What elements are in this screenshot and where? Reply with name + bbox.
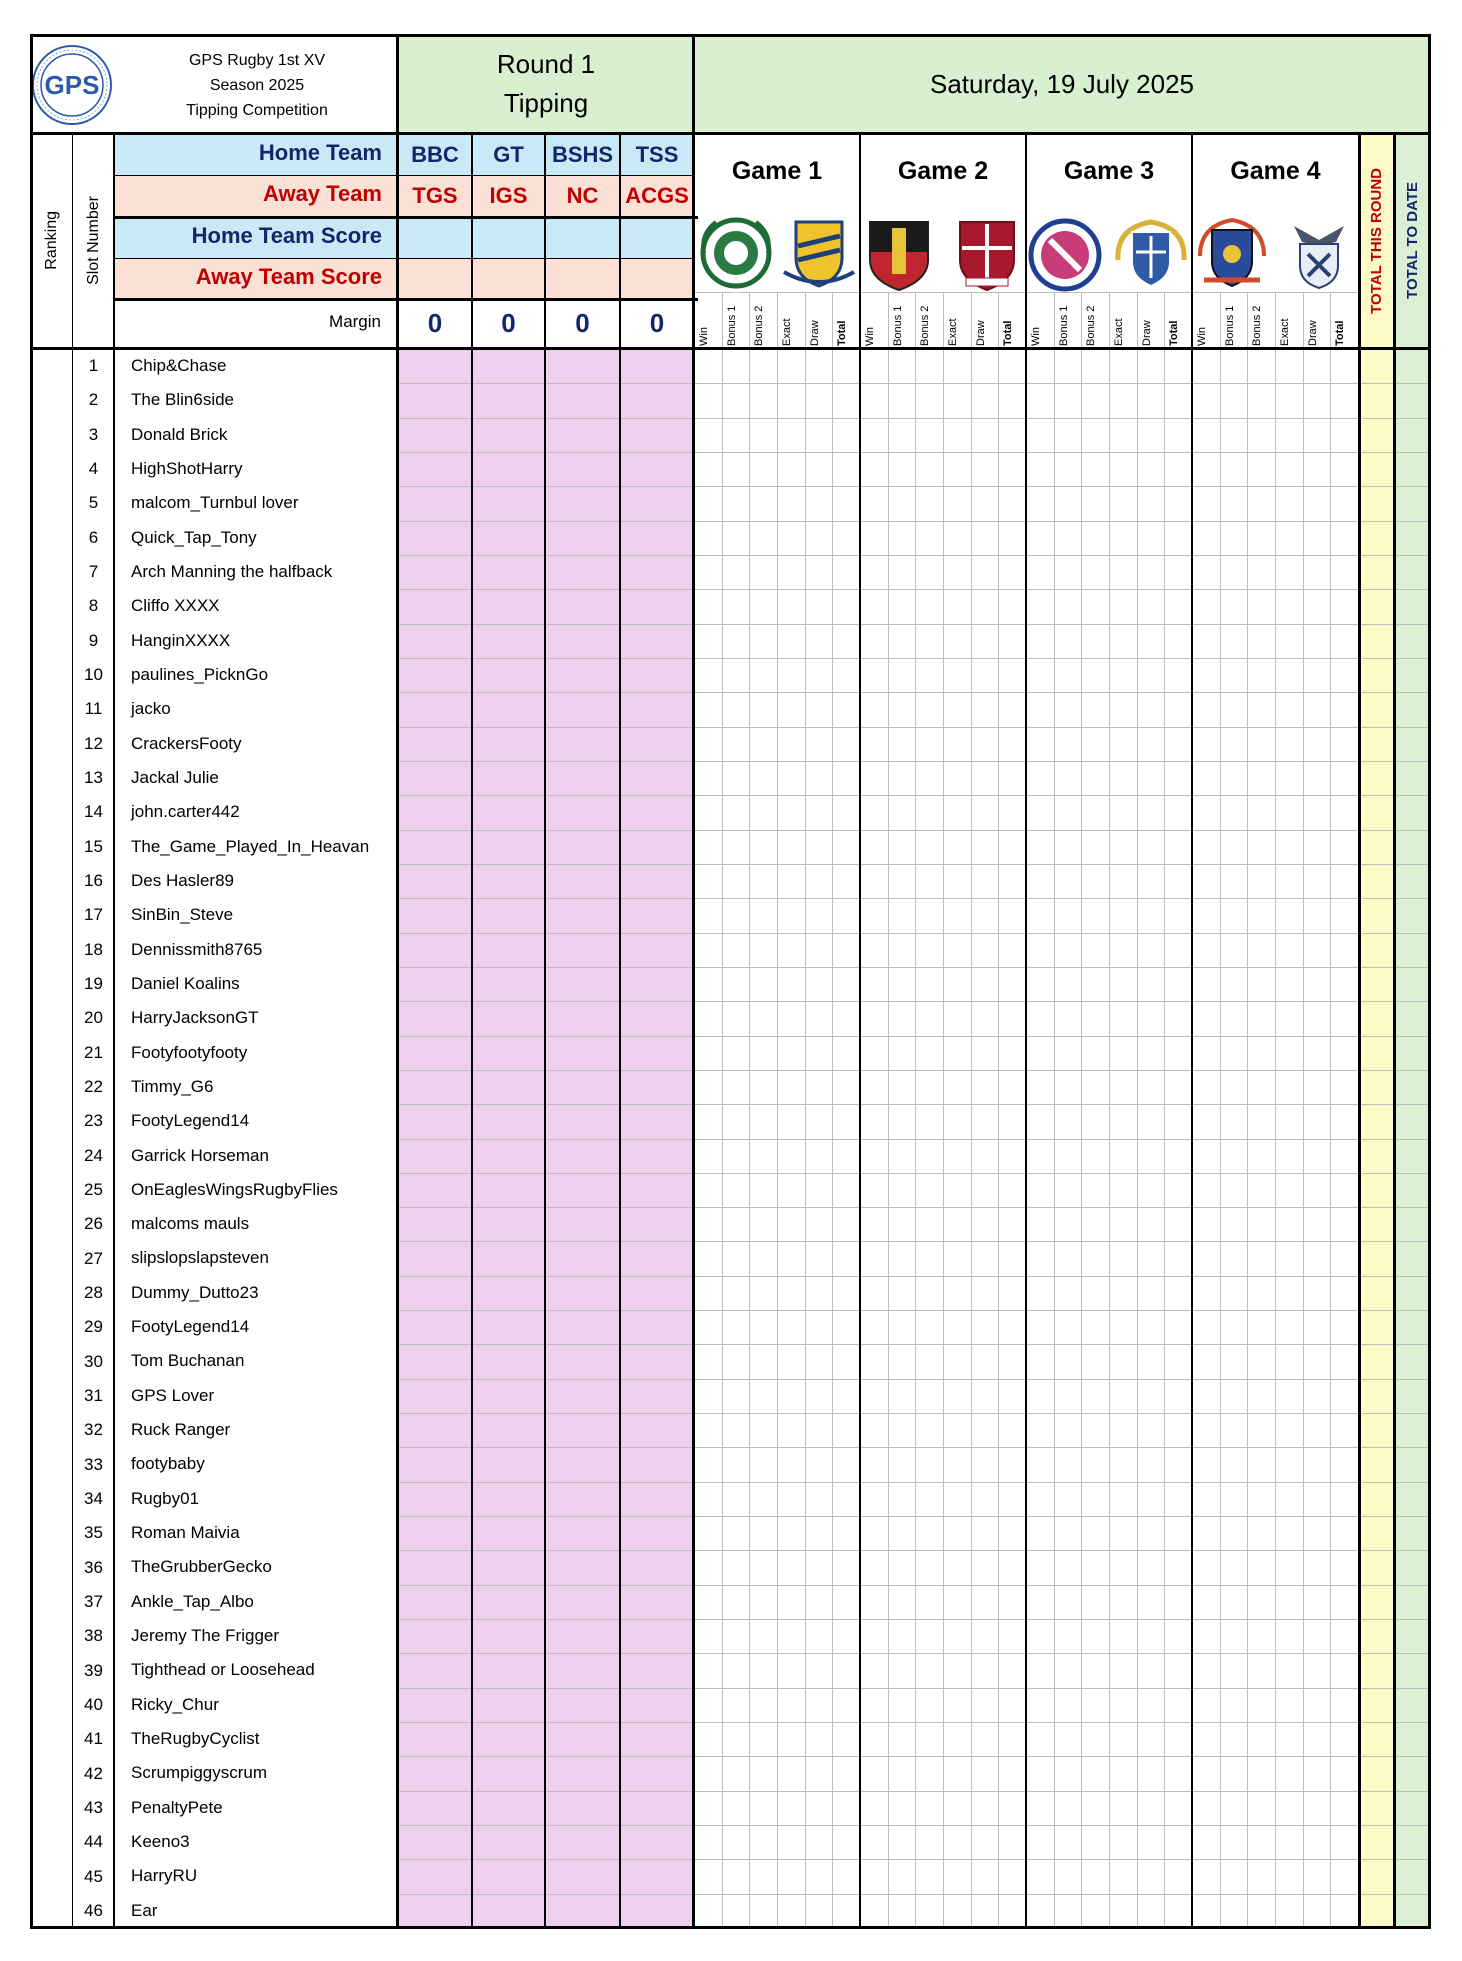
slot-number: 2	[88, 390, 99, 410]
grid-line	[943, 292, 944, 1928]
grid-line	[971, 292, 972, 1928]
away-score-input[interactable]	[545, 258, 620, 298]
grid-line	[398, 692, 694, 693]
grid-line	[398, 1139, 694, 1140]
slot-number: 6	[88, 527, 99, 547]
player-name: Tighthead or Loosehead	[131, 1660, 315, 1680]
game-title: Game 1	[731, 156, 823, 185]
slot-number: 23	[84, 1111, 103, 1131]
grid-line	[398, 1688, 694, 1689]
score-column-label: Win	[1030, 327, 1042, 346]
grid-line	[114, 216, 698, 219]
grid-line	[398, 727, 694, 728]
grid-line	[398, 1585, 694, 1586]
home-team-code: BSHS	[545, 134, 620, 175]
player-name: Dummy_Dutto23	[131, 1282, 259, 1302]
slot-number: 38	[84, 1626, 103, 1646]
player-name: Quick_Tap_Tony	[131, 527, 257, 547]
logo-text: GPS	[44, 69, 100, 100]
slot-number-header: Slot Number	[84, 196, 102, 285]
match-column-4	[620, 134, 694, 349]
grid-line	[398, 175, 694, 176]
grid-line	[398, 1001, 694, 1002]
player-name: Daniel Koalins	[131, 973, 240, 993]
game-title: Game 3	[1063, 156, 1155, 185]
grid-line	[398, 1413, 694, 1414]
player-name: FootyLegend14	[131, 1111, 250, 1131]
grid-line	[398, 1070, 694, 1071]
grid-line	[398, 1104, 694, 1105]
margin-label-cell	[114, 298, 398, 349]
slot-number: 10	[84, 665, 103, 685]
home-team-code: TSS	[620, 134, 694, 175]
grid-line	[398, 1550, 694, 1551]
slot-number: 30	[84, 1351, 103, 1371]
grid-line	[398, 1241, 694, 1242]
margin-value: 0	[427, 308, 443, 338]
player-name: Des Hasler89	[131, 870, 234, 890]
slot-number: 7	[88, 562, 99, 582]
player-name: Donald Brick	[131, 424, 228, 444]
grid-line	[398, 967, 694, 968]
round-subtitle: Tipping	[503, 88, 589, 118]
slot-number: 39	[84, 1660, 103, 1680]
slot-number: 44	[84, 1832, 103, 1852]
grid-line	[31, 347, 1430, 350]
home-team-label: Home Team	[258, 140, 382, 165]
grid-line	[398, 795, 694, 796]
grid-line	[398, 589, 694, 590]
grid-line	[30, 34, 33, 1929]
home-score-input[interactable]	[545, 216, 620, 258]
grid-line	[398, 864, 694, 865]
player-name: Keeno3	[131, 1832, 190, 1852]
grid-line	[1220, 292, 1221, 1928]
player-name: Arch Manning the halfback	[131, 561, 333, 581]
grid-line	[832, 292, 833, 1928]
away-team-score-label: Away Team Score	[195, 264, 382, 289]
grid-line	[1054, 292, 1055, 1928]
margin-label: Margin	[329, 312, 381, 331]
away-team-code: NC	[545, 175, 620, 216]
grid-line	[1393, 132, 1396, 1929]
player-name: Timmy_G6	[131, 1076, 214, 1096]
score-column-label: Bonus 2	[1251, 305, 1264, 346]
grid-line	[915, 292, 916, 1928]
player-name: john.carter442	[131, 802, 240, 822]
away-score-input[interactable]	[620, 258, 694, 298]
margin-value: 0	[575, 308, 590, 338]
grid-line	[398, 452, 694, 453]
slot-number: 24	[84, 1145, 103, 1165]
player-name: malcom_Turnbul lover	[131, 493, 299, 513]
away-team-code: IGS	[472, 175, 545, 216]
player-name: Chip&Chase	[131, 356, 227, 375]
player-name: paulines_PicknGo	[131, 664, 269, 684]
round-box	[398, 36, 694, 132]
score-column-label: Draw	[808, 320, 821, 346]
game-1-header	[694, 132, 860, 292]
slot-number: 1	[88, 356, 99, 376]
game-title: Game 4	[1230, 156, 1321, 185]
player-name: Footyfootyfooty	[131, 1042, 248, 1062]
grid-line	[1164, 292, 1165, 1928]
slot-number: 41	[84, 1729, 103, 1749]
player-name: The_Game_Played_In_Heavan	[131, 836, 370, 856]
grid-line	[398, 1894, 694, 1895]
grid-line	[398, 1619, 694, 1620]
grid-line	[398, 555, 694, 556]
game-title: Game 2	[897, 156, 989, 185]
player-name: CrackersFooty	[131, 733, 242, 753]
grid-line	[1428, 34, 1431, 1929]
slot-number: 37	[84, 1591, 103, 1611]
total-this-round-header: TOTAL THIS ROUND	[1359, 132, 1394, 349]
home-team-label-cell	[114, 134, 398, 175]
slot-number: 36	[84, 1557, 103, 1577]
grid-line	[398, 624, 694, 625]
grid-line	[1137, 292, 1138, 1928]
home-score-input[interactable]	[472, 216, 545, 258]
grid-line	[398, 830, 694, 831]
grid-line	[1358, 132, 1361, 1929]
grid-line	[398, 1207, 694, 1208]
grid-line	[398, 418, 694, 419]
grid-line	[1247, 292, 1248, 1928]
score-column-label: Win	[698, 327, 710, 346]
slot-number: 12	[84, 733, 103, 753]
grid-line	[398, 933, 694, 934]
grid-line	[398, 898, 694, 899]
home-score-input[interactable]	[398, 216, 472, 258]
player-name: SinBin_Steve	[131, 905, 234, 925]
total-to-date-header: TOTAL TO DATE	[1394, 132, 1430, 349]
grid-line	[398, 1447, 694, 1448]
slot-number: 29	[84, 1317, 103, 1337]
player-name: Roman Maivia	[131, 1523, 240, 1543]
player-name: Ear	[131, 1900, 158, 1920]
grid-line	[722, 292, 723, 1928]
score-column-label: Total	[1334, 320, 1347, 346]
match-column-3	[545, 134, 620, 349]
score-column-label: Bonus 2	[753, 305, 766, 346]
player-name: malcoms mauls	[131, 1214, 250, 1234]
away-team-label-cell	[114, 175, 398, 216]
slot-number: 3	[88, 424, 99, 444]
grid-line	[113, 132, 115, 1929]
slot-number: 35	[84, 1523, 103, 1543]
player-name: HighShotHarry	[131, 458, 243, 478]
player-name: HarryRU	[131, 1866, 198, 1886]
slot-number: 19	[84, 974, 103, 994]
grid-line	[398, 1791, 694, 1792]
player-name: Ricky_Chur	[131, 1694, 219, 1714]
grid-line	[398, 521, 694, 522]
grid-line	[398, 486, 694, 487]
grid-line	[619, 132, 621, 1929]
home-team-score-label-cell	[114, 216, 398, 258]
tss-crest-icon	[1196, 216, 1268, 292]
grid-line	[72, 132, 73, 1929]
away-team-code: ACGS	[620, 175, 694, 216]
away-team-label: Away Team	[262, 181, 382, 206]
grid-line	[1303, 292, 1304, 1928]
slot-number: 40	[84, 1694, 103, 1714]
player-name: HarryJacksonGT	[131, 1008, 259, 1028]
grid-line	[398, 258, 694, 259]
slot-number: 17	[84, 905, 103, 925]
grid-line	[749, 292, 750, 1928]
player-name: FootyLegend14	[131, 1317, 250, 1337]
slot-number: 32	[84, 1420, 103, 1440]
igs-crest-icon	[952, 218, 1022, 292]
home-team-code: BBC	[398, 134, 472, 175]
score-column-label: Total	[1002, 320, 1015, 346]
grid-line	[1081, 292, 1082, 1928]
grid-line	[1330, 292, 1331, 1928]
player-name: TheGrubberGecko	[131, 1557, 272, 1577]
slot-number: 4	[88, 459, 99, 479]
bshs-crest-icon	[1028, 218, 1102, 292]
slot-number: 25	[84, 1179, 103, 1199]
grid-line	[888, 292, 889, 1928]
score-column-label: Exact	[1113, 318, 1125, 346]
grid-line	[1109, 292, 1110, 1928]
player-name: Jackal Julie	[131, 767, 219, 787]
score-column-label: Draw	[1140, 320, 1153, 346]
slot-number: 20	[84, 1008, 103, 1028]
player-name: GPS Lover	[131, 1385, 215, 1405]
competition-title	[118, 48, 396, 128]
away-score-input[interactable]	[398, 258, 472, 298]
grid-line	[398, 1653, 694, 1654]
competition-line-3: Tipping Competition	[186, 102, 328, 119]
grid-line	[31, 132, 1430, 135]
player-name: jacko	[131, 699, 171, 719]
margin-value: 0	[649, 308, 665, 338]
grid-line	[398, 1036, 694, 1037]
grid-line	[1191, 132, 1193, 1929]
slot-number: 31	[84, 1385, 103, 1405]
nc-crest-icon	[1112, 216, 1190, 292]
player-name: HanginXXXX	[131, 630, 231, 650]
bbc-crest-icon	[698, 214, 774, 292]
grid-line	[398, 1379, 694, 1380]
ranking-header: Ranking	[43, 211, 60, 270]
home-team-score-label: Home Team Score	[191, 223, 382, 248]
score-column-label: Win	[1196, 327, 1208, 346]
slot-number: 34	[84, 1488, 103, 1508]
grid-line	[398, 1482, 694, 1483]
grid-line	[31, 1926, 1430, 1929]
tgs-crest-icon	[782, 216, 856, 290]
slot-number: 15	[84, 836, 103, 856]
slot-number: 22	[84, 1077, 103, 1096]
slot-number: 46	[84, 1900, 103, 1920]
grid-line	[544, 132, 546, 1929]
grid-line	[998, 292, 999, 1928]
grid-line	[777, 292, 778, 1928]
grid-line	[859, 132, 861, 1929]
score-column-label: Bonus 1	[891, 305, 904, 346]
player-name: Dennissmith8765	[131, 939, 263, 959]
slot-number: 42	[84, 1763, 103, 1783]
player-name: Garrick Horseman	[131, 1145, 269, 1165]
slot-number: 45	[84, 1866, 103, 1886]
grid-line	[398, 383, 694, 384]
player-name: The Blin6side	[131, 390, 235, 410]
competition-line-2: Season 2025	[209, 77, 305, 94]
player-name: Rugby01	[131, 1488, 200, 1508]
slot-number: 5	[88, 493, 99, 513]
slot-number: 13	[84, 768, 103, 788]
score-column-label: Exact	[947, 318, 959, 346]
score-column-label: Bonus 2	[919, 305, 932, 346]
slot-number: 18	[84, 939, 103, 959]
grid-line	[114, 258, 398, 259]
player-name: Tom Buchanan	[131, 1351, 245, 1371]
slot-number: 43	[84, 1797, 103, 1817]
grid-line	[396, 34, 399, 1929]
score-column-label: Bonus 2	[1085, 305, 1098, 346]
date-banner: Saturday, 19 July 2025	[694, 36, 1430, 132]
score-column-label: Total	[1168, 320, 1181, 346]
grid-line	[398, 1516, 694, 1517]
grid-line	[1025, 132, 1027, 1929]
grid-line	[471, 132, 473, 1929]
away-team-code: TGS	[398, 175, 472, 216]
player-name: Cliffo XXXX	[131, 596, 220, 616]
grid-line	[692, 34, 695, 1929]
grid-line	[398, 1859, 694, 1860]
grid-line	[398, 1344, 694, 1345]
grid-line	[398, 761, 694, 762]
grid-line	[398, 1722, 694, 1723]
away-score-input[interactable]	[472, 258, 545, 298]
game-2-header	[860, 132, 1026, 292]
score-column-label: Draw	[1306, 320, 1319, 346]
match-column-2	[472, 134, 545, 349]
round-title: Round 1	[496, 49, 596, 79]
player-name: slipslopslapsteven	[131, 1248, 269, 1268]
score-column-label: Draw	[974, 320, 987, 346]
slot-number: 16	[84, 871, 103, 891]
player-name: Jeremy The Frigger	[131, 1626, 280, 1646]
grid-line	[398, 1276, 694, 1277]
slot-number: 21	[84, 1042, 103, 1062]
score-column-label: Bonus 1	[1057, 305, 1070, 346]
home-score-input[interactable]	[620, 216, 694, 258]
gt-crest-icon	[864, 218, 934, 292]
player-name: Ruck Ranger	[131, 1420, 231, 1440]
grid-line	[114, 298, 698, 301]
slot-number: 33	[84, 1454, 103, 1474]
score-column-label: Bonus 1	[1223, 305, 1236, 346]
slot-number: 28	[84, 1282, 103, 1302]
grid-line	[31, 34, 1430, 37]
game-4-header	[1192, 132, 1359, 292]
slot-number: 11	[84, 699, 103, 719]
slot-number: 9	[88, 630, 99, 650]
player-name: footybaby	[131, 1454, 205, 1474]
slot-number: 27	[84, 1248, 103, 1268]
grid-line	[398, 1756, 694, 1757]
home-team-code: GT	[472, 134, 545, 175]
grid-line	[1275, 292, 1276, 1928]
player-name: Scrumpiggyscrum	[131, 1763, 268, 1783]
score-column-label: Exact	[1279, 318, 1291, 346]
grid-line	[398, 1825, 694, 1826]
slot-number: 26	[84, 1214, 103, 1234]
score-column-label: Bonus 1	[725, 305, 738, 346]
match-column-1	[398, 134, 472, 349]
grid-line	[114, 175, 398, 176]
player-name: TheRugbyCyclist	[131, 1729, 260, 1749]
score-column-label: Total	[836, 320, 849, 346]
player-name: Ankle_Tap_Albo	[131, 1591, 254, 1611]
grid-line	[805, 292, 806, 1928]
competition-line-1: GPS Rugby 1st XV	[188, 52, 326, 69]
score-column-label: Exact	[781, 318, 793, 346]
player-name: OnEaglesWingsRugbyFlies	[131, 1179, 338, 1199]
slot-number: 14	[84, 802, 103, 822]
margin-value: 0	[501, 308, 516, 338]
game-3-header	[1026, 132, 1192, 292]
grid-line	[398, 658, 694, 659]
gps-logo	[31, 44, 113, 126]
score-column-label: Win	[864, 327, 876, 346]
away-team-score-label-cell	[114, 258, 398, 298]
slot-number: 8	[88, 596, 99, 616]
player-name: PenaltyPete	[131, 1797, 223, 1817]
grid-line	[398, 1310, 694, 1311]
grid-line	[398, 1173, 694, 1174]
acgs-crest-icon	[1284, 216, 1354, 292]
